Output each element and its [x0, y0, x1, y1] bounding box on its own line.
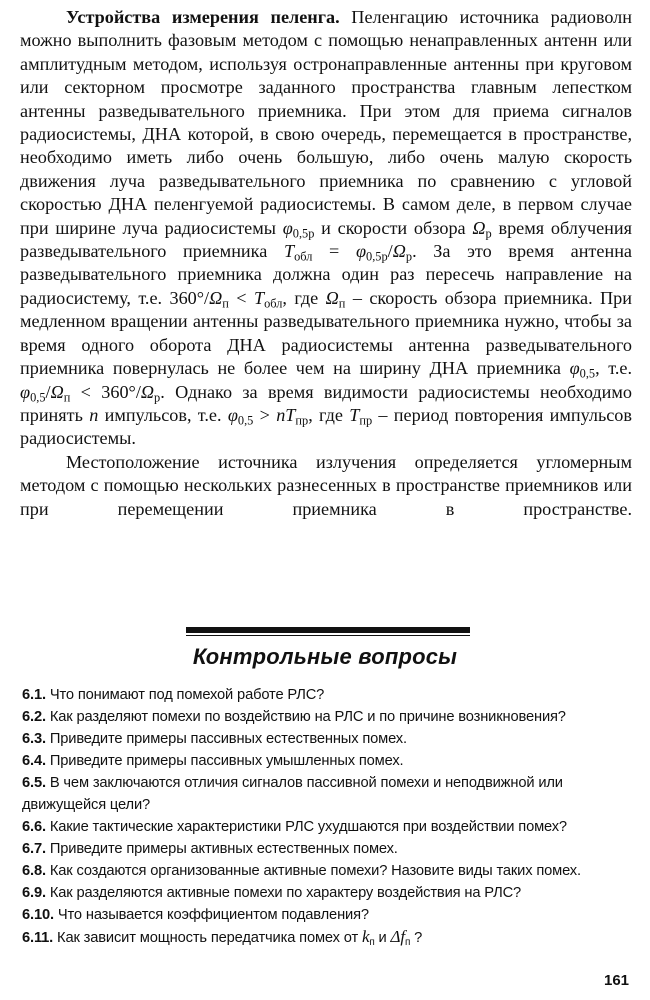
formula-slow-rotation-condition: $\varphi_{0,5}/\Omega_п < 360^\circ/\Omega_р$: [20, 381, 161, 404]
questions-list: [22, 684, 634, 949]
formula-pulse-count: n: [89, 404, 99, 425]
question-item: 6.1. Что понимают под помехой работе РЛС?: [22, 687, 325, 703]
formula-suppression-coef: $k_п$: [361, 927, 375, 948]
formula-receiver-scan-rate: $\Omega_п$: [325, 287, 346, 311]
formula-scan-condition: $360^\circ/\Omega_п < T_{обл}$: [169, 287, 283, 311]
formula-pulse-condition: $\varphi_{0,5} > nT_{пр}$: [227, 404, 309, 428]
formula-bandwidth: $\Delta f_п$: [390, 927, 411, 948]
question-item: 6.5. В чем заключаются отличия сигналов пассивной помехи и неподвижной или движущейся цели?: [22, 775, 563, 813]
section-rule-thick: [186, 627, 470, 633]
formula-repetition-period: $T_{пр}$: [349, 404, 373, 428]
formula-exposure-time: $T_{обл} = \varphi_{0,5р}/\Omega_р$: [283, 241, 413, 264]
question-item: 6.3. Приведите примеры пассивных естественных помех.: [22, 731, 407, 747]
paragraph-direction-finding: Устройства измерения пеленга. Пеленгацию источника радиоволн можно выполнить фазовым методом с помощью ненаправленных антенн или амплитудным методом, используя остронаправленные антенны при круговом или секторном просмотре заданного пространства главным лепестком антенны разведывательного приемника. При этом для приема сигналов радиосистемы, ДНА которой, в свою очередь, перемещается в пространстве, необходимо иметь либо очень большую, либо очень малую скорость движения луча разведывательного приемника по сравнению с угловой скоростью ДНА пеленгуемой радиосистемы. В самом деле, в первом случае при ширине луча радиосистемы $\varphi_{0,5р}$ и скорости обзора $\Omega_р$ время облучения разведывательного приемника $T_{обл} = \varphi_{0,5р}/\Omega_р$. За это время антенна разведывательного приемника должна один раз пересечь направление на радиосистему, т.е. $360^\circ/\Omega_п < T_{обл}$, где $\Omega_п$ – скорость обзора приемника. При медленном вращении антенны разведывательного приемника нужно, чтобы за время одного оборота ДНА радиосистемы антенна разведывательного приемника повернулась не более чем на ширину ДНА приемника $\varphi_{0,5}$, т.е. $\varphi_{0,5}/\Omega_п < 360^\circ/\Omega_р$. Однако за время видимости радиосистемы необходимо принять n импульсов, т.е. $\varphi_{0,5} > nT_{пр}$, где $T_{пр}$ – период повторения импульсов радиосистемы.: [20, 7, 633, 449]
question-item: 6.6. Какие тактические характеристики РЛС ухудшаются при воздействии помех?: [22, 819, 567, 835]
formula-beam-width: $\varphi_{0,5р}$: [282, 217, 315, 241]
section-title: Контрольные вопросы: [192, 644, 458, 669]
section-rule-thin: [186, 635, 470, 636]
paragraph-heading: Устройства измерения пеленга.: [66, 7, 340, 27]
formula-scan-rate: $\Omega_р$: [472, 217, 492, 241]
question-item: 6.11. Как зависит мощность передатчика помех от $k_п$ и $\Delta f_п$ ?: [22, 927, 423, 948]
paragraph-location: Местоположение источника излучения определяется угломерным методом с помощью нескольких разнесенных в пространстве приемников или при перемещении приемника в пространстве.: [20, 451, 632, 519]
question-item: 6.4. Приведите примеры пассивных умышленных помех.: [22, 753, 404, 769]
question-item: 6.10. Что называется коэффициентом подавления?: [22, 907, 369, 923]
question-item: 6.9. Как разделяются активные помехи по характеру воздействия на РЛС?: [22, 885, 522, 901]
question-item: 6.7. Приведите примеры активных естественных помех.: [22, 841, 398, 857]
page-number: 161: [604, 972, 630, 989]
question-item: 6.8. Как создаются организованные активные помехи? Назовите виды таких помех.: [22, 863, 581, 879]
question-item: 6.2. Как разделяют помехи по воздействию на РЛС и по причине возникновения?: [22, 709, 566, 725]
formula-receiver-beam-width: $\varphi_{0,5}$: [569, 358, 596, 381]
body-text: [20, 6, 632, 521]
